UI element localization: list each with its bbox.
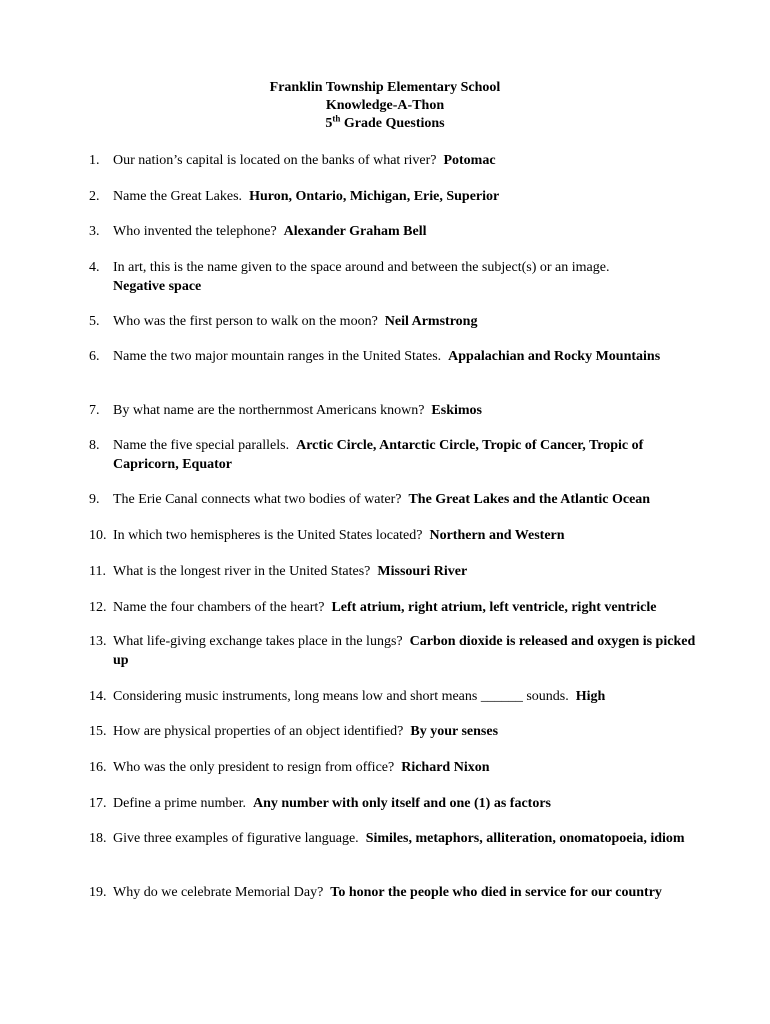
school-name: Franklin Township Elementary School xyxy=(269,80,501,95)
question-number: 18. xyxy=(89,831,107,846)
answer-text: Negative space xyxy=(113,279,202,294)
question-number: 9. xyxy=(89,492,100,507)
question-text: How are physical properties of an object identified? xyxy=(113,724,404,739)
question-text: Who invented the telephone? xyxy=(113,224,277,239)
question-item xyxy=(89,758,709,777)
answer-text: Any number with only itself and one (1) as factors xyxy=(252,796,551,811)
grade-number: 5 xyxy=(325,116,333,131)
question-item xyxy=(89,401,709,420)
question-text: Name the Great Lakes. xyxy=(113,189,243,204)
question-item xyxy=(89,632,709,670)
question-number: 7. xyxy=(89,403,100,418)
question-number: 1. xyxy=(89,153,100,168)
question-text: In art, this is the name given to the space around and between the subject(s) or an image. xyxy=(113,260,610,275)
grade-suffix: th xyxy=(332,113,341,124)
answer-text: Huron, Ontario, Michigan, Erie, Superior xyxy=(249,189,500,204)
question-text: Who was the only president to resign from office? xyxy=(113,760,395,775)
question-number: 14. xyxy=(89,689,107,704)
question-text: Why do we celebrate Memorial Day? xyxy=(113,885,324,900)
question-text: Name the five special parallels. xyxy=(113,438,290,453)
answer-text: By your senses xyxy=(410,724,499,739)
question-number: 4. xyxy=(89,260,100,275)
question-text: Name the two major mountain ranges in the United States. xyxy=(113,349,442,364)
question-text: In which two hemispheres is the United States located? xyxy=(113,528,423,543)
answer-text: Arctic Circle, Antarctic Circle, Tropic of Cancer, Tropic of Capricorn, Equator xyxy=(113,438,644,472)
question-item xyxy=(89,347,709,366)
question-number: 13. xyxy=(89,634,107,649)
question-text: The Erie Canal connects what two bodies of water? xyxy=(113,492,402,507)
question-number: 15. xyxy=(89,724,107,739)
question-number: 19. xyxy=(89,885,107,900)
question-text: What life-giving exchange takes place in the lungs? xyxy=(113,634,403,649)
question-text: Who was the first person to walk on the moon? xyxy=(113,314,378,329)
question-number: 2. xyxy=(89,189,100,204)
question-number: 11. xyxy=(89,564,106,579)
answer-text: Eskimos xyxy=(431,403,482,418)
answer-text: To honor the people who died in service for our country xyxy=(330,885,662,900)
question-item xyxy=(89,312,709,331)
question-number: 3. xyxy=(89,224,100,239)
answer-text: Appalachian and Rocky Mountains xyxy=(448,349,661,364)
question-item xyxy=(89,258,709,296)
question-item xyxy=(89,687,709,706)
question-item xyxy=(89,562,709,581)
question-item xyxy=(89,436,709,474)
question-item xyxy=(89,151,709,170)
document-header xyxy=(0,79,770,133)
question-text: Considering music instruments, long means low and short means ______ sounds. xyxy=(113,689,569,704)
question-number: 6. xyxy=(89,349,100,364)
answer-text: Similes, metaphors, alliteration, onomatopoeia, idiom xyxy=(365,831,685,846)
answer-text: Missouri River xyxy=(377,564,468,579)
question-text: Name the four chambers of the heart? xyxy=(113,600,325,615)
question-item xyxy=(89,883,709,902)
question-text: Our nation’s capital is located on the banks of what river? xyxy=(113,153,437,168)
question-item xyxy=(89,598,709,617)
question-item xyxy=(89,490,709,509)
answer-text: High xyxy=(575,689,606,704)
question-item xyxy=(89,187,709,206)
question-item xyxy=(89,722,709,741)
event-title: Knowledge-A-Thon xyxy=(325,98,445,113)
answer-text: Northern and Western xyxy=(429,528,565,543)
answer-text: Potomac xyxy=(443,153,496,168)
question-number: 8. xyxy=(89,438,100,453)
question-number: 10. xyxy=(89,528,107,543)
question-text: By what name are the northernmost Americans known? xyxy=(113,403,425,418)
answer-text: Carbon dioxide is released and oxygen is picked up xyxy=(113,634,696,668)
question-item xyxy=(89,829,709,848)
question-text: Define a prime number. xyxy=(113,796,246,811)
answer-text: Neil Armstrong xyxy=(384,314,478,329)
question-number: 5. xyxy=(89,314,100,329)
question-number: 12. xyxy=(89,600,107,615)
answer-text: Richard Nixon xyxy=(401,760,490,775)
question-text: Give three examples of figurative language. xyxy=(113,831,359,846)
question-number: 16. xyxy=(89,760,107,775)
grade-title xyxy=(0,115,770,133)
answer-text: The Great Lakes and the Atlantic Ocean xyxy=(408,492,651,507)
question-number: 17. xyxy=(89,796,107,811)
grade-label: Grade Questions xyxy=(340,116,445,131)
question-item xyxy=(89,222,709,241)
question-text: What is the longest river in the United States? xyxy=(113,564,371,579)
question-item xyxy=(89,526,709,545)
answer-text: Left atrium, right atrium, left ventricle, right ventricle xyxy=(331,600,657,615)
question-item xyxy=(89,794,709,813)
answer-text: Alexander Graham Bell xyxy=(283,224,427,239)
